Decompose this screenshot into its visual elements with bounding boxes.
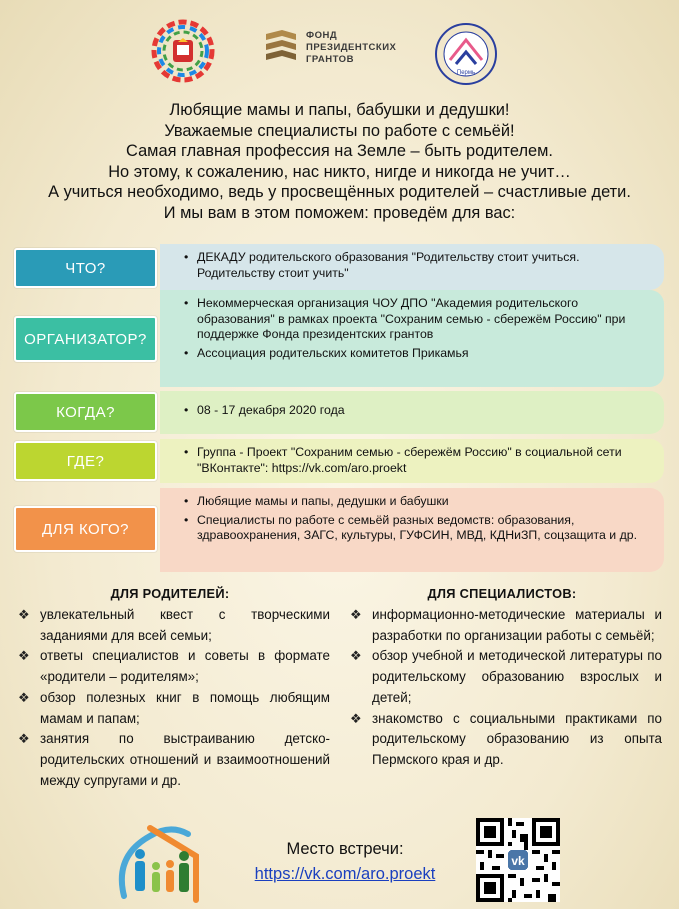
- fund-line-3: ГРАНТОВ: [306, 54, 354, 65]
- specialists-item: ❖ знакомство с социальными практиками по родительскому образованию из опыта Пермского края и др.: [350, 710, 662, 767]
- fund-line-1: ФОНД: [306, 30, 338, 41]
- panel-organizer: [160, 290, 664, 387]
- panel-for-whom: [160, 488, 664, 572]
- diamond-bullet-icon: ❖: [18, 607, 30, 622]
- label-organizer: ОРГАНИЗАТОР?: [14, 316, 157, 362]
- label-where: ГДЕ?: [14, 441, 157, 481]
- label-what: ЧТО?: [14, 248, 157, 288]
- parents-item: ❖ увлекательный квест с творческими заданиями для всей семьи;: [18, 607, 330, 643]
- intro-line: Самая главная профессия на Земле – быть родителем.: [126, 142, 553, 161]
- diamond-bullet-icon: ❖: [18, 731, 30, 747]
- organizer-item: • Некоммерческая организация ЧОУ ДПО "Академия родительского образования" в рамках проекта "Сохраним семью - сбережём Россию" при поддержке Фонда президентских грантов: [184, 296, 654, 343]
- parents-item: ❖ ответы специалистов и советы в формате «родители – родителям»;: [18, 648, 330, 685]
- panel-what: [160, 244, 664, 290]
- meeting-link[interactable]: https://vk.com/aro.proekt: [254, 865, 436, 883]
- parenting-academy-logo: [430, 18, 502, 90]
- parents-title: ДЛЯ РОДИТЕЛЕЙ:: [110, 586, 230, 601]
- for-whom-item: • Любящие мамы и папы, дедушки и бабушки: [184, 494, 654, 510]
- footer: [0, 814, 679, 909]
- specialists-title: ДЛЯ СПЕЦИАЛИСТОВ:: [427, 586, 577, 601]
- intro-line: А учиться необходимо, ведь у просвещённых родителей – счастливые дети.: [48, 183, 631, 202]
- perm-region-emblem-logo: [150, 18, 216, 84]
- parents-column: [10, 586, 330, 791]
- intro-line: Любящие мамы и папы, бабушки и дедушки!: [169, 101, 510, 119]
- fund-line-2: ПРЕЗИДЕНТСКИХ: [306, 42, 397, 53]
- specialists-item: ❖ обзор учебной и методической литературы по родительскому образованию взрослых и детей;: [350, 648, 662, 705]
- diamond-bullet-icon: ❖: [350, 710, 362, 726]
- organizer-item: • Ассоциация родительских комитетов Прикамья: [184, 346, 654, 362]
- diamond-bullet-icon: ❖: [350, 648, 362, 664]
- when-item: • 08 - 17 декабря 2020 года: [184, 403, 654, 419]
- meeting-place: [230, 840, 460, 884]
- diamond-bullet-icon: ❖: [18, 689, 30, 705]
- family-house-logo: [110, 816, 220, 906]
- panel-when: [160, 391, 664, 434]
- parents-item: ❖ обзор полезных книг в помощь любящим мамам и папам;: [18, 689, 330, 726]
- diamond-bullet-icon: ❖: [18, 648, 30, 664]
- parents-item: ❖ занятия по выстраиванию детско-родительских отношений и взаимоотношений между супругами и др.: [18, 731, 330, 788]
- intro-text: [0, 100, 679, 224]
- intro-line: Но этому, к сожалению, нас никто, нигде и никогда не учит…: [108, 162, 571, 181]
- specialists-column: [342, 586, 662, 771]
- diamond-bullet-icon: ❖: [350, 607, 362, 622]
- audience-columns: [0, 586, 679, 816]
- logos-bar: [0, 10, 679, 96]
- label-when: КОГДА?: [14, 392, 157, 432]
- qr-code-icon[interactable]: [476, 818, 560, 902]
- meeting-label: Место встречи:: [286, 840, 404, 858]
- presidential-grants-fund-logo: [262, 24, 402, 80]
- where-item: • Группа - Проект "Сохраним семью - сбережём Россию" в социальной сети "ВКонтакте": https://vk.com/aro.proekt: [184, 445, 654, 476]
- academy-city: Пермь: [456, 70, 476, 76]
- specialists-item: ❖ информационно-методические материалы и разработки по организации работы с семьёй;: [350, 607, 662, 643]
- label-for-whom: ДЛЯ КОГО?: [14, 506, 157, 552]
- intro-line: Уважаемые специалисты по работе с семьёй!: [164, 121, 515, 140]
- fund-mark-icon: [262, 28, 300, 68]
- what-item: • ДЕКАДУ родительского образования "Родительству стоит учиться. Родительству стоит учить": [184, 250, 654, 281]
- panel-where: [160, 439, 664, 483]
- intro-line: И мы вам в этом поможем: проведём для вас:: [163, 203, 516, 222]
- for-whom-item: • Специалисты по работе с семьёй разных ведомств: образования, здравоохранения, ЗАГС, культуры, ГУФСИН, МВД, КДНиЗП, соцзащита и др.: [184, 513, 654, 544]
- svg-text:vk: vk: [511, 854, 525, 869]
